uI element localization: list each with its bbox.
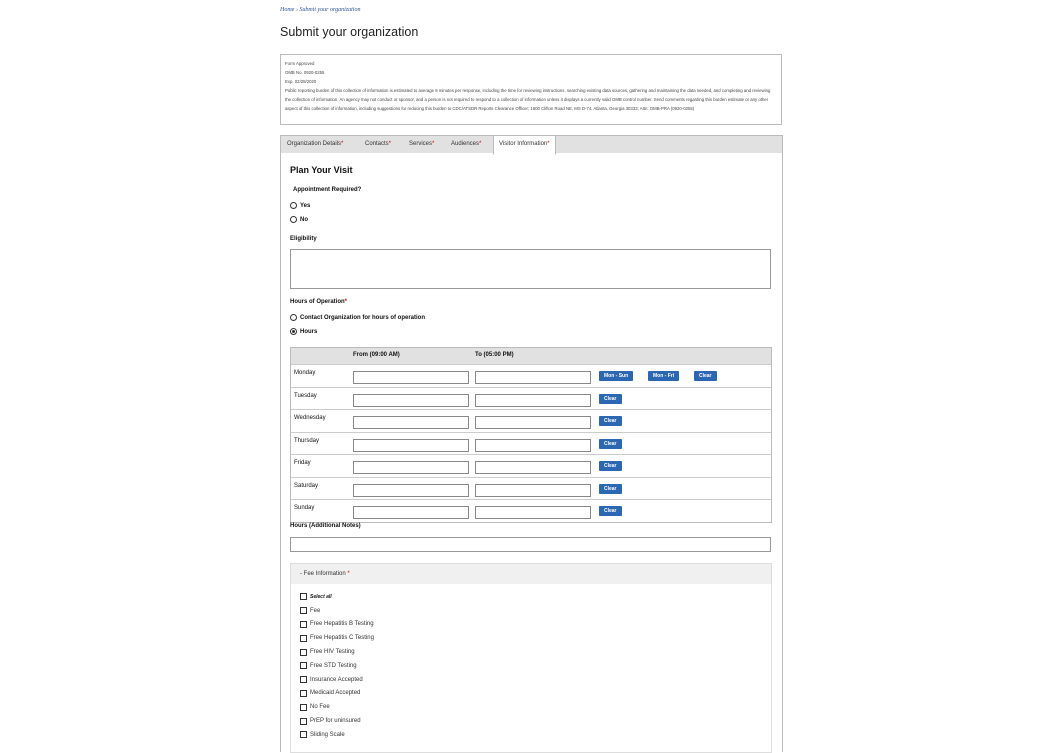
appointment-no-option[interactable] bbox=[290, 216, 308, 223]
from-time-input[interactable] bbox=[353, 506, 469, 519]
additional-notes-input[interactable] bbox=[290, 537, 771, 552]
checkbox[interactable] bbox=[300, 635, 307, 642]
checkbox-label: Insurance Accepted bbox=[310, 676, 363, 683]
checkbox[interactable] bbox=[300, 649, 307, 656]
hours-option[interactable] bbox=[290, 328, 317, 335]
omb-notice bbox=[280, 54, 782, 125]
tab-label: Audiences bbox=[451, 141, 480, 147]
to-time-input[interactable] bbox=[475, 506, 591, 519]
checkbox-label: PrEP for uninsured bbox=[310, 718, 361, 725]
eligibility-textarea[interactable] bbox=[290, 249, 771, 289]
to-time-input[interactable] bbox=[475, 484, 591, 497]
fee-option[interactable] bbox=[300, 728, 771, 742]
checkbox[interactable] bbox=[300, 718, 307, 725]
day-label: Sunday bbox=[294, 505, 315, 511]
day-label: Thursday bbox=[294, 437, 320, 444]
eligibility-label: Eligibility bbox=[290, 236, 317, 242]
from-time-input[interactable] bbox=[353, 484, 469, 497]
to-time-input[interactable] bbox=[475, 439, 591, 452]
checkbox-label: Free Hepatitis B Testing bbox=[310, 621, 374, 628]
hours-table-header bbox=[291, 348, 771, 364]
radio-contact-org-label: Contact Organization for hours of operation bbox=[300, 314, 425, 321]
fee-information-toggle[interactable] bbox=[291, 564, 771, 584]
table-row bbox=[291, 364, 771, 387]
required-marker: * bbox=[479, 141, 482, 147]
required-marker: * bbox=[341, 141, 344, 147]
mon-fri-button[interactable]: Mon - Fri bbox=[648, 371, 679, 381]
clear-button[interactable]: Clear bbox=[599, 484, 622, 494]
fee-option[interactable] bbox=[300, 687, 771, 701]
appointment-label: Appointment Required? bbox=[293, 187, 362, 193]
clear-button[interactable]: Clear bbox=[599, 439, 622, 449]
form-tabs bbox=[280, 135, 783, 153]
to-time-input[interactable] bbox=[475, 461, 591, 474]
fee-option[interactable] bbox=[300, 700, 771, 714]
day-label: Friday bbox=[294, 460, 311, 466]
fee-option[interactable] bbox=[300, 714, 771, 728]
fee-option[interactable] bbox=[300, 645, 771, 659]
radio-no-label: No bbox=[300, 216, 308, 223]
fee-option[interactable] bbox=[300, 631, 771, 645]
section-title: Plan Your Visit bbox=[290, 165, 353, 175]
required-marker: * bbox=[347, 571, 350, 577]
radio-yes-label: Yes bbox=[300, 202, 311, 209]
from-time-input[interactable] bbox=[353, 461, 469, 474]
required-marker: * bbox=[388, 141, 392, 147]
fee-information-panel bbox=[290, 563, 772, 753]
checkbox-label: Select all bbox=[310, 593, 332, 600]
clear-button[interactable]: Clear bbox=[599, 461, 622, 471]
fee-option[interactable] bbox=[300, 604, 771, 618]
fee-option[interactable] bbox=[300, 618, 771, 632]
fee-option[interactable] bbox=[300, 659, 771, 673]
checkbox-label: No Fee bbox=[310, 704, 330, 711]
tab-label: Visitor Information bbox=[499, 141, 548, 147]
checkbox[interactable] bbox=[300, 662, 307, 669]
breadcrumb-separator: › bbox=[295, 7, 298, 13]
tab-organization-details[interactable] bbox=[287, 136, 343, 153]
checkbox-label: Fee bbox=[310, 607, 321, 614]
from-time-input[interactable] bbox=[353, 371, 469, 384]
tab-services[interactable] bbox=[409, 136, 434, 153]
checkbox[interactable] bbox=[300, 593, 307, 600]
radio-contact-org[interactable] bbox=[290, 314, 297, 321]
from-time-input[interactable] bbox=[353, 439, 469, 452]
to-column-header: To (05:00 PM) bbox=[475, 352, 514, 358]
appointment-yes-option[interactable] bbox=[290, 202, 310, 209]
breadcrumb-home-link[interactable]: Home bbox=[280, 7, 295, 13]
tab-label: Organization Details bbox=[287, 141, 342, 147]
breadcrumb-current-link[interactable]: Submit your organization bbox=[299, 7, 361, 13]
tab-label: Services bbox=[409, 141, 433, 147]
additional-notes-label: Hours (Additional Notes) bbox=[290, 523, 361, 529]
to-time-input[interactable] bbox=[475, 416, 591, 429]
radio-hours-label: Hours bbox=[300, 328, 318, 335]
hours-of-operation-label bbox=[290, 299, 347, 305]
required-marker: * bbox=[432, 141, 435, 147]
fee-option[interactable] bbox=[300, 673, 771, 687]
contact-org-hours-option[interactable] bbox=[290, 314, 425, 321]
day-label: Saturday bbox=[294, 482, 319, 489]
notice-line-1: Form Approved bbox=[285, 61, 315, 66]
to-time-input[interactable] bbox=[475, 371, 591, 384]
clear-button[interactable]: Clear bbox=[599, 416, 622, 426]
breadcrumb bbox=[280, 7, 360, 13]
tab-contacts[interactable] bbox=[365, 136, 391, 153]
table-row bbox=[291, 432, 771, 455]
checkbox-label: Free HIV Testing bbox=[310, 649, 355, 656]
table-row bbox=[291, 454, 771, 477]
from-time-input[interactable] bbox=[353, 416, 469, 429]
fee-header-text: - Fee Information bbox=[300, 571, 346, 577]
required-marker: * bbox=[547, 141, 550, 147]
notice-line-2: OMB No. 0920-0255 bbox=[285, 70, 325, 75]
day-label: Wednesday bbox=[294, 415, 326, 421]
checkbox-label: Sliding Scale bbox=[310, 731, 345, 738]
notice-body: Public reporting burden of this collection of information is estimated to average 8 minutes per response, including the time for reviewing instructions, searching existing data sources, gathering and maintaining the data needed, and completing and reviewing the collection of information. An agency may not conduct or sponsor, and a person is not required to respond to a collection of information unless it displays a currently valid OMB control number. Send comments regarding this burden estimate or any other aspect of this collection of information, including suggestions for reducing this burden to CDC/ATSDR Reports Clearance Officer; 1600 Clifton Road NE, MS D-74, Atlanta, Georgia 30333; Attn: OMB-PRA (0920-0255) bbox=[285, 88, 771, 111]
radio-no[interactable] bbox=[290, 216, 297, 223]
checkbox-label: Medicaid Accepted bbox=[310, 690, 361, 697]
checkbox[interactable] bbox=[300, 704, 307, 711]
mon-sun-button[interactable]: Mon - Sun bbox=[599, 371, 633, 381]
checkbox-label: Free Hepatitis C Testing bbox=[310, 635, 374, 642]
clear-button[interactable]: Clear bbox=[599, 394, 622, 404]
table-row bbox=[291, 409, 771, 432]
hours-label-text: Hours of Operation bbox=[290, 299, 345, 305]
required-marker: * bbox=[344, 299, 348, 305]
checkbox[interactable] bbox=[300, 621, 307, 628]
checkbox-label: Free STD Testing bbox=[310, 662, 357, 669]
hours-table bbox=[290, 347, 772, 523]
clear-button[interactable]: Clear bbox=[599, 506, 622, 516]
page-title: Submit your organization bbox=[280, 25, 419, 39]
tab-label: Contacts bbox=[365, 141, 389, 147]
checkbox[interactable] bbox=[300, 731, 307, 738]
select-all-checkbox[interactable] bbox=[300, 590, 771, 604]
table-row bbox=[291, 387, 771, 410]
checkbox[interactable] bbox=[300, 607, 307, 614]
checkbox[interactable] bbox=[300, 690, 307, 697]
radio-yes[interactable] bbox=[290, 202, 297, 209]
radio-hours[interactable] bbox=[290, 328, 297, 335]
from-column-header: From (09:00 AM) bbox=[353, 352, 400, 358]
tab-audiences[interactable] bbox=[451, 136, 481, 153]
notice-line-3: Exp. 02/28/2020 bbox=[285, 79, 317, 84]
day-label: Monday bbox=[294, 370, 316, 376]
to-time-input[interactable] bbox=[475, 394, 591, 407]
fee-options-list bbox=[291, 584, 771, 742]
day-label: Tuesday bbox=[294, 392, 317, 399]
table-row bbox=[291, 477, 771, 500]
from-time-input[interactable] bbox=[353, 394, 469, 407]
clear-button[interactable]: Clear bbox=[694, 371, 717, 381]
checkbox[interactable] bbox=[300, 676, 307, 683]
table-row bbox=[291, 499, 771, 522]
